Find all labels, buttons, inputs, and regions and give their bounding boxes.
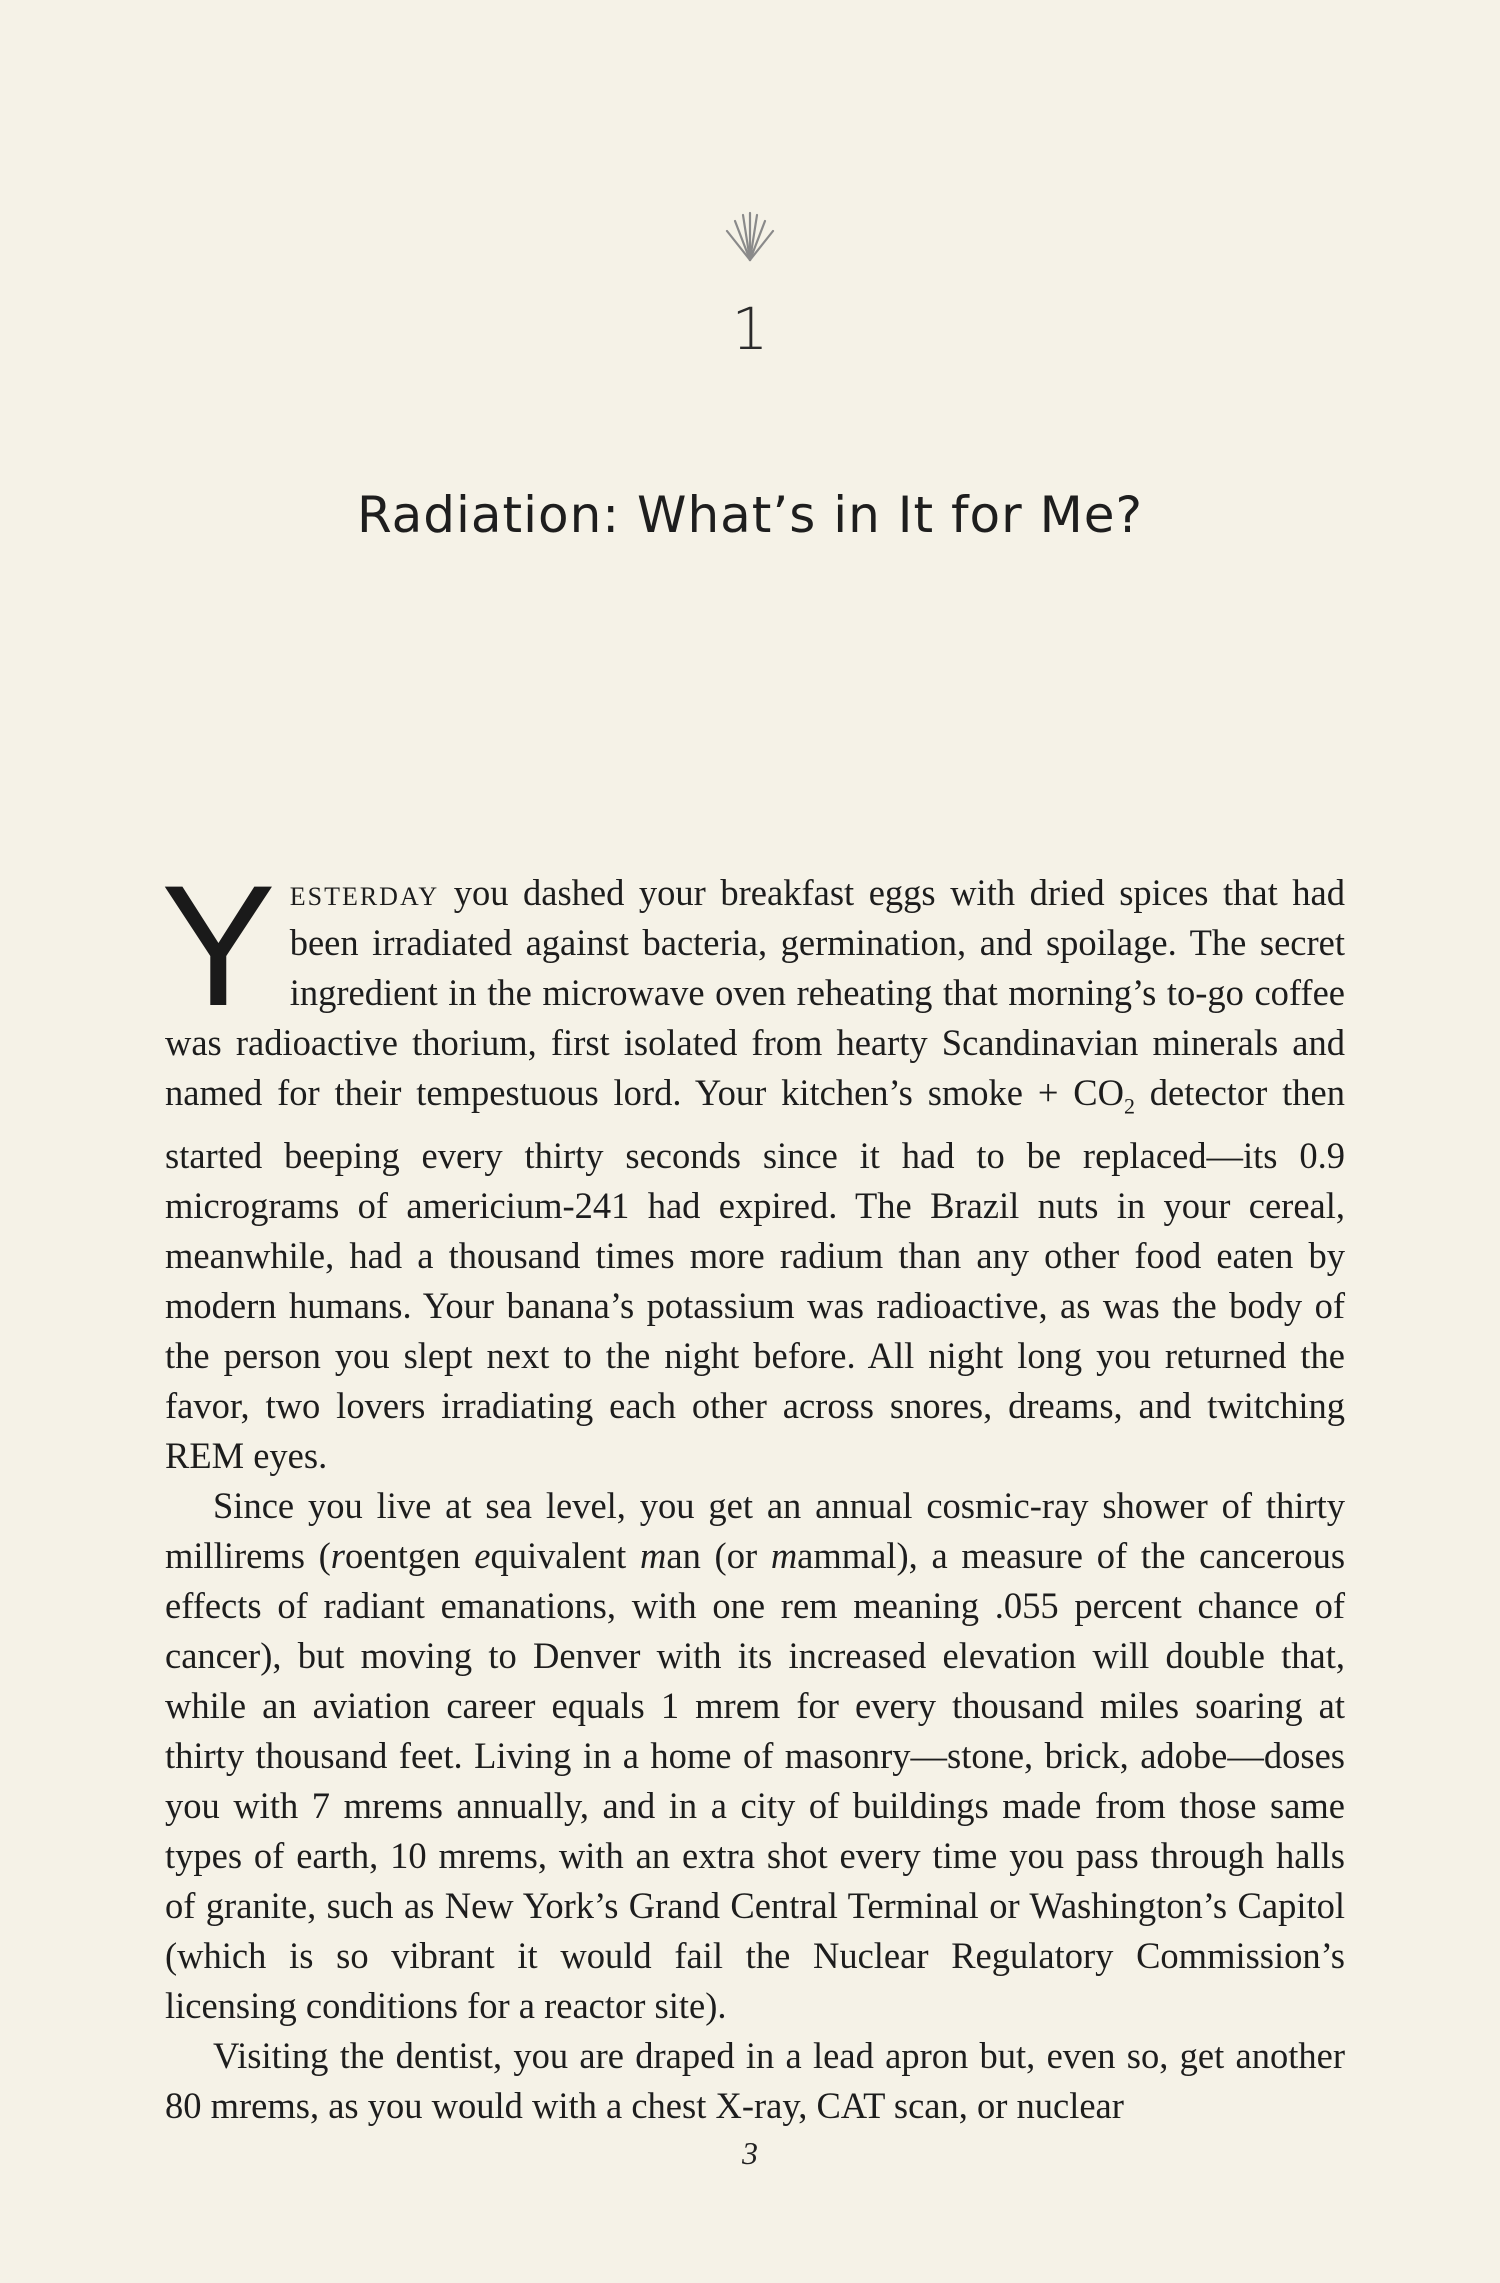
rem-letter-r: r [330,1535,345,1577]
chapter-body [161,850,1346,2131]
paragraph-1 [161,850,1345,1481]
co2-subscript: 2 [1123,1093,1135,1119]
drop-cap: Y [161,850,276,1042]
rem-letter-m-alt: m [770,1535,798,1577]
paragraph-3: Visiting the dentist, you are draped in a lead apron but, even so, get another 80 mrems, as you would with a chest X-ray, CAT scan, or nuclear [165,2035,1345,2127]
paragraph-2-text-b: oentgen [345,1535,475,1577]
chapter-title: Radiation: What’s in It for Me? [356,486,1144,544]
paragraph-2-text-e: ammal), a measure of the cancerous effects of radiant emanations, with one rem meaning .055 percent chance of cancer), but moving to Denver with its increased elevation will double that, while an aviation career equals 1 mrem for every thousand miles soaring at thirty thousand feet. Living in a home of masonry—stone, brick, adobe—doses you with 7 mrems annually, and in a city of buildings made from those same types of earth, 10 mrems, with an extra shot every time you pass through halls of granite, such as New York’s Grand Central Terminal or Washington’s Capitol (which is so vibrant it would fail the Nuclear Regulatory Commission’s licensing conditions for a reactor site). [165,1535,1346,2027]
paragraph-2-text-a: Since you live at sea level, you get an annual cosmic-ray shower of thirty millirems ( [165,1485,1345,1577]
page-number: 3 [742,2135,758,2171]
paragraph-1-text-a: you dashed your breakfast eggs with dried spices that had been irradiated against bacteria, germination, and spoilage. The secret ingredient in the microwave oven reheating that morning’s to-go coffee was radioactive thorium, first isolated from hearty Scandinavian minerals and named for their tempestuous lord. Your kitchen’s smoke + CO [165,872,1345,1113]
lead-in-smallcaps: esterday [289,872,440,913]
rem-letter-e: e [474,1535,491,1577]
sunburst-ornament-icon [715,205,785,265]
rem-letter-m: m [640,1535,667,1577]
paragraph-2 [165,1481,1345,2031]
paragraph-1-text-b: detector then started beeping every thirty seconds since it had to be replaced—its 0.9 micrograms of americium-241 had expired. The Brazil nuts in your cereal, meanwhile, had a thousand times more radium than any other food eaten by modern humans. Your banana’s potassium was radioactive, as was the body of the person you slept next to the night before. All night long you returned the favor, two lovers irradiating each other across snores, dreams, and twitching REM eyes. [165,1072,1345,1477]
paragraph-2-text-d: an (or [666,1535,771,1577]
paragraph-2-text-c: quivalent [490,1535,641,1577]
chapter-number: 1 [731,295,769,363]
